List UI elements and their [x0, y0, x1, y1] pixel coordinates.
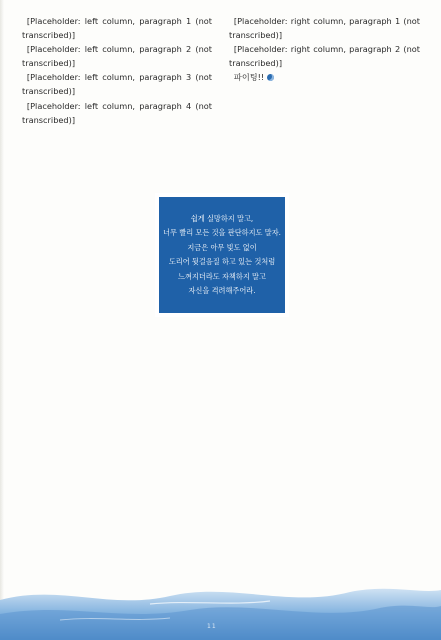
pull-quote-line-4: 도리어 뒷걸음질 하고 있는 것처럼: [168, 257, 276, 266]
smiley-icon: [267, 74, 274, 81]
left-paragraph-2: [Placeholder: left column, paragraph 2 (not transcribed)]: [22, 44, 212, 69]
footer-water-decoration: [0, 570, 441, 640]
pull-quote-line-2: 너무 빨리 모든 것을 판단하지도 말자.: [163, 228, 281, 237]
pull-quote-line-6: 자신을 격려해주어라.: [188, 286, 256, 295]
left-paragraph-1: [Placeholder: left column, paragraph 1 (not transcribed)]: [22, 16, 212, 41]
pull-quote-line-5: 느껴지더라도 자책하지 말고: [178, 271, 266, 281]
right-paragraph-2-text: [Placeholder: right column, paragraph 2 (not transcribed)]: [229, 44, 420, 69]
pull-quote-line-1: 쉽게 실망하지 말고,: [190, 213, 254, 223]
left-paragraph-4: [Placeholder: left column, paragraph 4 (not transcribed)]: [22, 100, 212, 125]
pull-quote-line-3: 지금은 아무 빛도 없이: [187, 242, 257, 252]
right-paragraph-1: [Placeholder: right column, paragraph 1 (not transcribed)]: [229, 16, 420, 41]
signoff-text: 파이팅!!: [233, 72, 265, 83]
pull-quote-box: [159, 197, 285, 313]
signoff-line: [229, 70, 420, 84]
page-number: 11: [207, 623, 217, 630]
right-paragraph-2: [229, 42, 420, 70]
page-gutter-shadow: [0, 0, 4, 640]
left-paragraph-3: [Placeholder: left column, paragraph 3 (not transcribed)]: [22, 72, 212, 97]
